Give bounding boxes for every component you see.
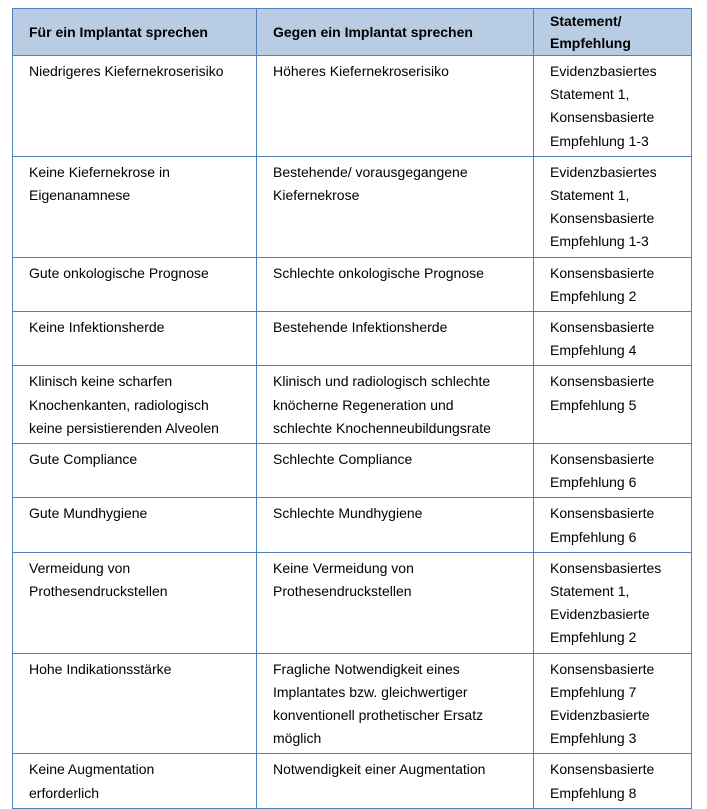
cell-contra	[257, 257, 534, 311]
cell-statement-line: Konsensbasierte	[550, 210, 655, 227]
implant-decision-table	[12, 8, 692, 809]
table-row	[13, 498, 692, 552]
cell-pro	[13, 56, 257, 157]
cell-statement-line: Konsensbasierte	[550, 109, 655, 126]
header-row	[13, 9, 692, 56]
cell-statement-line: Statement 1,	[550, 187, 630, 204]
cell-statement-line: Konsensbasierte	[550, 761, 655, 778]
header-statement-line-1: Statement/	[550, 13, 622, 29]
cell-statement-line: Empfehlung 5	[550, 396, 637, 413]
cell-contra-line: Notwendigkeit einer Augmentation	[273, 761, 486, 778]
cell-statement-line: Empfehlung 7	[550, 683, 637, 700]
cell-pro-line: erforderlich	[29, 784, 100, 801]
cell-pro-line: Keine Infektionsherde	[29, 319, 165, 336]
cell-contra	[257, 156, 534, 257]
cell-pro-line: Hohe Indikationsstärke	[29, 660, 172, 677]
cell-pro-line: Gute Mundhygiene	[29, 505, 148, 522]
cell-statement-line: Empfehlung 1-3	[550, 233, 649, 250]
cell-pro-line: Gute onkologische Prognose	[29, 264, 209, 281]
cell-pro	[13, 552, 257, 653]
cell-pro-line: Knochenkanten, radiologisch	[29, 396, 209, 413]
header-contra	[257, 9, 534, 56]
cell-contra-line: schlechte Knochenneubildungsrate	[273, 419, 491, 436]
cell-statement-line: Statement 1,	[550, 583, 630, 600]
cell-contra	[257, 56, 534, 157]
cell-statement-line: Evidenzbasierte	[550, 606, 650, 623]
cell-contra	[257, 498, 534, 552]
cell-pro	[13, 653, 257, 754]
cell-pro	[13, 366, 257, 444]
cell-statement-line: Evidenzbasiertes	[550, 163, 657, 180]
table-row	[13, 257, 692, 311]
cell-pro-line: Keine Kiefernekrose in	[29, 163, 170, 180]
cell-statement-line: Evidenzbasierte	[550, 707, 650, 724]
cell-contra-line: Schlechte onkologische Prognose	[273, 264, 484, 281]
cell-statement-line: Konsensbasierte	[550, 505, 655, 522]
cell-pro-line: Keine Augmentation	[29, 761, 155, 778]
table-row	[13, 754, 692, 808]
table-row	[13, 653, 692, 754]
cell-contra-line: konventionell prothetischer Ersatz	[273, 707, 484, 724]
table-body	[13, 56, 692, 809]
table-row	[13, 444, 692, 498]
cell-pro-line: Gute Compliance	[29, 451, 138, 468]
cell-pro-line: keine persistierenden Alveolen	[29, 419, 219, 436]
cell-contra	[257, 754, 534, 808]
cell-contra-line: Schlechte Compliance	[273, 451, 413, 468]
cell-pro-line: Prothesendruckstellen	[29, 583, 168, 600]
cell-contra	[257, 312, 534, 366]
cell-statement-line: Empfehlung 6	[550, 474, 637, 491]
table-row	[13, 156, 692, 257]
cell-statement-line: Konsensbasierte	[550, 451, 655, 468]
header-statement	[534, 9, 692, 56]
cell-statement-line: Empfehlung 3	[550, 730, 637, 747]
cell-statement	[534, 257, 692, 311]
cell-contra-line: Bestehende Infektionsherde	[273, 319, 448, 336]
table-header	[13, 9, 692, 56]
cell-pro-line: Vermeidung von	[29, 559, 131, 576]
cell-contra	[257, 366, 534, 444]
header-pro-label: Für ein Implantat sprechen	[29, 24, 208, 40]
cell-statement-line: Empfehlung 2	[550, 287, 637, 304]
table-row	[13, 552, 692, 653]
cell-statement-line: Empfehlung 4	[550, 342, 637, 359]
cell-statement	[534, 653, 692, 754]
cell-pro-line: Niedrigeres Kiefernekroserisiko	[29, 63, 224, 79]
header-statement-line-2: Empfehlung	[550, 35, 631, 51]
cell-statement-line: Empfehlung 1-3	[550, 132, 649, 149]
cell-statement-line: Statement 1,	[550, 86, 630, 103]
cell-statement	[534, 754, 692, 808]
cell-statement	[534, 444, 692, 498]
cell-statement	[534, 366, 692, 444]
header-pro	[13, 9, 257, 56]
table-row	[13, 56, 692, 157]
cell-statement-line: Konsensbasiertes	[550, 559, 662, 576]
cell-contra-line: Schlechte Mundhygiene	[273, 505, 423, 522]
cell-statement	[534, 156, 692, 257]
cell-contra	[257, 552, 534, 653]
cell-pro	[13, 312, 257, 366]
cell-statement-line: Konsensbasierte	[550, 373, 655, 390]
cell-statement	[534, 552, 692, 653]
cell-statement-line: Evidenzbasiertes	[550, 63, 657, 79]
cell-pro	[13, 257, 257, 311]
cell-contra-line: Höheres Kiefernekroserisiko	[273, 63, 449, 79]
cell-contra-line: Fragliche Notwendigkeit eines	[273, 660, 460, 677]
cell-statement-line: Konsensbasierte	[550, 660, 655, 677]
cell-pro	[13, 498, 257, 552]
cell-contra-line: Keine Vermeidung von	[273, 559, 414, 576]
cell-statement	[534, 498, 692, 552]
cell-pro	[13, 754, 257, 808]
cell-contra-line: Implantates bzw. gleichwertiger	[273, 683, 468, 700]
cell-contra	[257, 444, 534, 498]
cell-contra-line: möglich	[273, 730, 322, 747]
cell-contra-line: Bestehende/ vorausgegangene	[273, 163, 468, 180]
cell-pro-line: Klinisch keine scharfen	[29, 373, 173, 390]
cell-statement	[534, 56, 692, 157]
cell-contra-line: knöcherne Regeneration und	[273, 396, 454, 413]
cell-pro-line: Eigenanamnese	[29, 187, 131, 204]
cell-pro	[13, 444, 257, 498]
cell-contra-line: Klinisch und radiologisch schlechte	[273, 373, 491, 390]
table-row	[13, 366, 692, 444]
cell-pro	[13, 156, 257, 257]
cell-contra-line: Kiefernekrose	[273, 187, 360, 204]
cell-statement-line: Konsensbasierte	[550, 264, 655, 281]
header-contra-label: Gegen ein Implantat sprechen	[273, 24, 473, 40]
cell-statement-line: Konsensbasierte	[550, 319, 655, 336]
cell-statement	[534, 312, 692, 366]
implant-decision-table-container	[12, 8, 692, 809]
cell-statement-line: Empfehlung 8	[550, 784, 637, 801]
cell-contra	[257, 653, 534, 754]
cell-statement-line: Empfehlung 6	[550, 528, 637, 545]
cell-contra-line: Prothesendruckstellen	[273, 583, 412, 600]
cell-statement-line: Empfehlung 2	[550, 629, 637, 646]
table-row	[13, 312, 692, 366]
